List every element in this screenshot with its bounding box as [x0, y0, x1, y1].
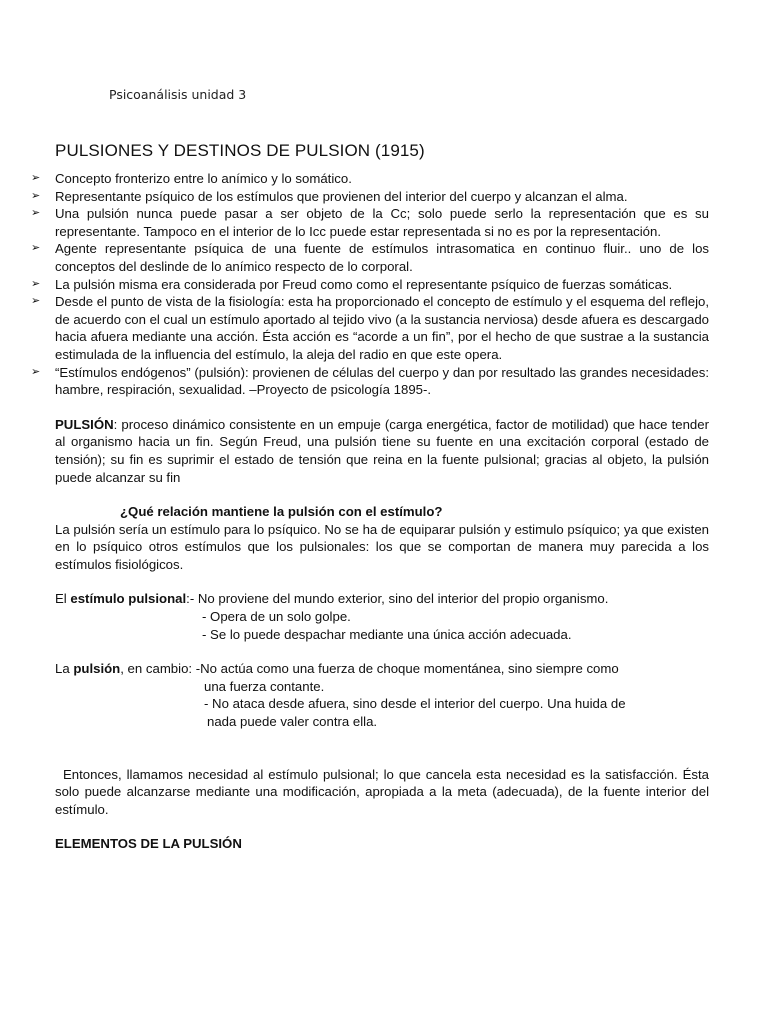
- drive-line: La pulsión , en cambio: -No actúa como una fuerza de choque momentánea, sino siempre como: [55, 661, 619, 677]
- drive-item: - No ataca desde afuera, sino desde el interior del cuerpo. Una huida de: [204, 696, 626, 712]
- stimulus-item: - Se lo puede despachar mediante una única acción adecuada.: [202, 626, 572, 642]
- arrow-bullet-icon: ➢: [31, 295, 41, 308]
- document-title: PULSIONES Y DESTINOS DE PULSION (1915): [55, 141, 425, 160]
- arrow-bullet-icon: ➢: [31, 172, 41, 184]
- document-body: [31, 170, 709, 853]
- arrow-bullet-icon: ➢: [31, 365, 41, 378]
- stimulus-term: estímulo pulsional: [70, 591, 187, 607]
- list-item: ➢ La pulsión misma era considerada por Freud como como el representante psíquico de fuerzas somáticas.: [31, 276, 673, 292]
- arrow-bullet-icon: ➢: [31, 189, 41, 202]
- drive-item: nada puede valer contra ella.: [207, 714, 378, 730]
- list-item: ➢ Agente representante psíquica de una fuente de estímulos intrasomatica en continuo fluir.. uno de los conceptos del deslinde de lo anímico respecto de lo corporal.: [31, 241, 709, 274]
- definition-term: PULSIÓN: [55, 416, 114, 432]
- drive-term: pulsión: [73, 661, 121, 677]
- conclusion-paragraph: Entonces, llamamos necesidad al estímulo pulsional; lo que cancela esta necesidad es la satisfacción. Ésta solo puede alcanzarse mediante una modificación, apropiada a la meta (adecuada), de la fuente interior del estímulo.: [55, 766, 709, 817]
- list-item: ➢ Representante psíquico de los estímulos que provienen del interior del cuerpo y alcanzan el alma.: [31, 188, 628, 204]
- list-item: ➢ Una pulsión nunca puede pasar a ser objeto de la Cc; solo puede serlo la representación que es su representante. Tampoco en el interior de lo Icc puede estar representada si no es por la representación.: [31, 206, 709, 239]
- bullet-list: [31, 170, 709, 399]
- stimulus-line: El estímulo pulsional :- No proviene del mundo exterior, sino del interior del propio organismo.: [55, 591, 609, 607]
- list-item: ➢ “Estímulos endógenos” (pulsión): provienen de células del cuerpo y dan por resultado las grandes necesidades: hambre, respiración, sexualidad. –Proyecto de psicología 1895-.: [31, 364, 709, 398]
- section-heading: ELEMENTOS DE LA PULSIÓN: [55, 836, 242, 852]
- list-item: ➢ Concepto fronterizo entre lo anímico y lo somático.: [31, 171, 352, 186]
- question-paragraph: La pulsión sería un estímulo para lo psíquico. No se ha de equiparar pulsión y estimulo psíquico; ya que existen en lo psíquico otros estímulos que los pulsionales: los que se comportan de manera muy parecida a los estímulos fisiológicos.: [55, 521, 709, 572]
- drive-item: una fuerza contante.: [204, 678, 325, 694]
- question-heading: ¿Qué relación mantiene la pulsión con el estímulo?: [120, 504, 443, 520]
- arrow-bullet-icon: ➢: [31, 277, 41, 290]
- definition-paragraph: PULSIÓN: proceso dinámico consistente en un empuje (carga energética, factor de motilidad) que hace tender al organismo hacia un fin. Según Freud, una pulsión tiene su fuente en una excitación corporal (estado de tensión); su fin es suprimir el estado de tensión que reina en la fuente pulsional; gracias al objeto, la pulsión puede alcanzar su fin: [55, 416, 709, 485]
- header-note: Psicoanálisis unidad 3: [109, 87, 247, 102]
- list-item: ➢ Desde el punto de vista de la fisiología: esta ha proporcionado el concepto de estímulo y el esquema del reflejo, de acuerdo con el cual un estímulo aportado al tejido vivo (a la sustancia nerviosa) desde afuera es descargado hacia afuera mediante una acción. Ésta acción es “acorde a un fin”, por el hecho de que sustrae a la sustancia estimulada de la influencia del estímulo, la aleja del radio en que este opera.: [31, 294, 709, 362]
- arrow-bullet-icon: ➢: [31, 207, 41, 220]
- stimulus-item: - Opera de un solo golpe.: [202, 609, 351, 625]
- arrow-bullet-icon: ➢: [31, 242, 41, 255]
